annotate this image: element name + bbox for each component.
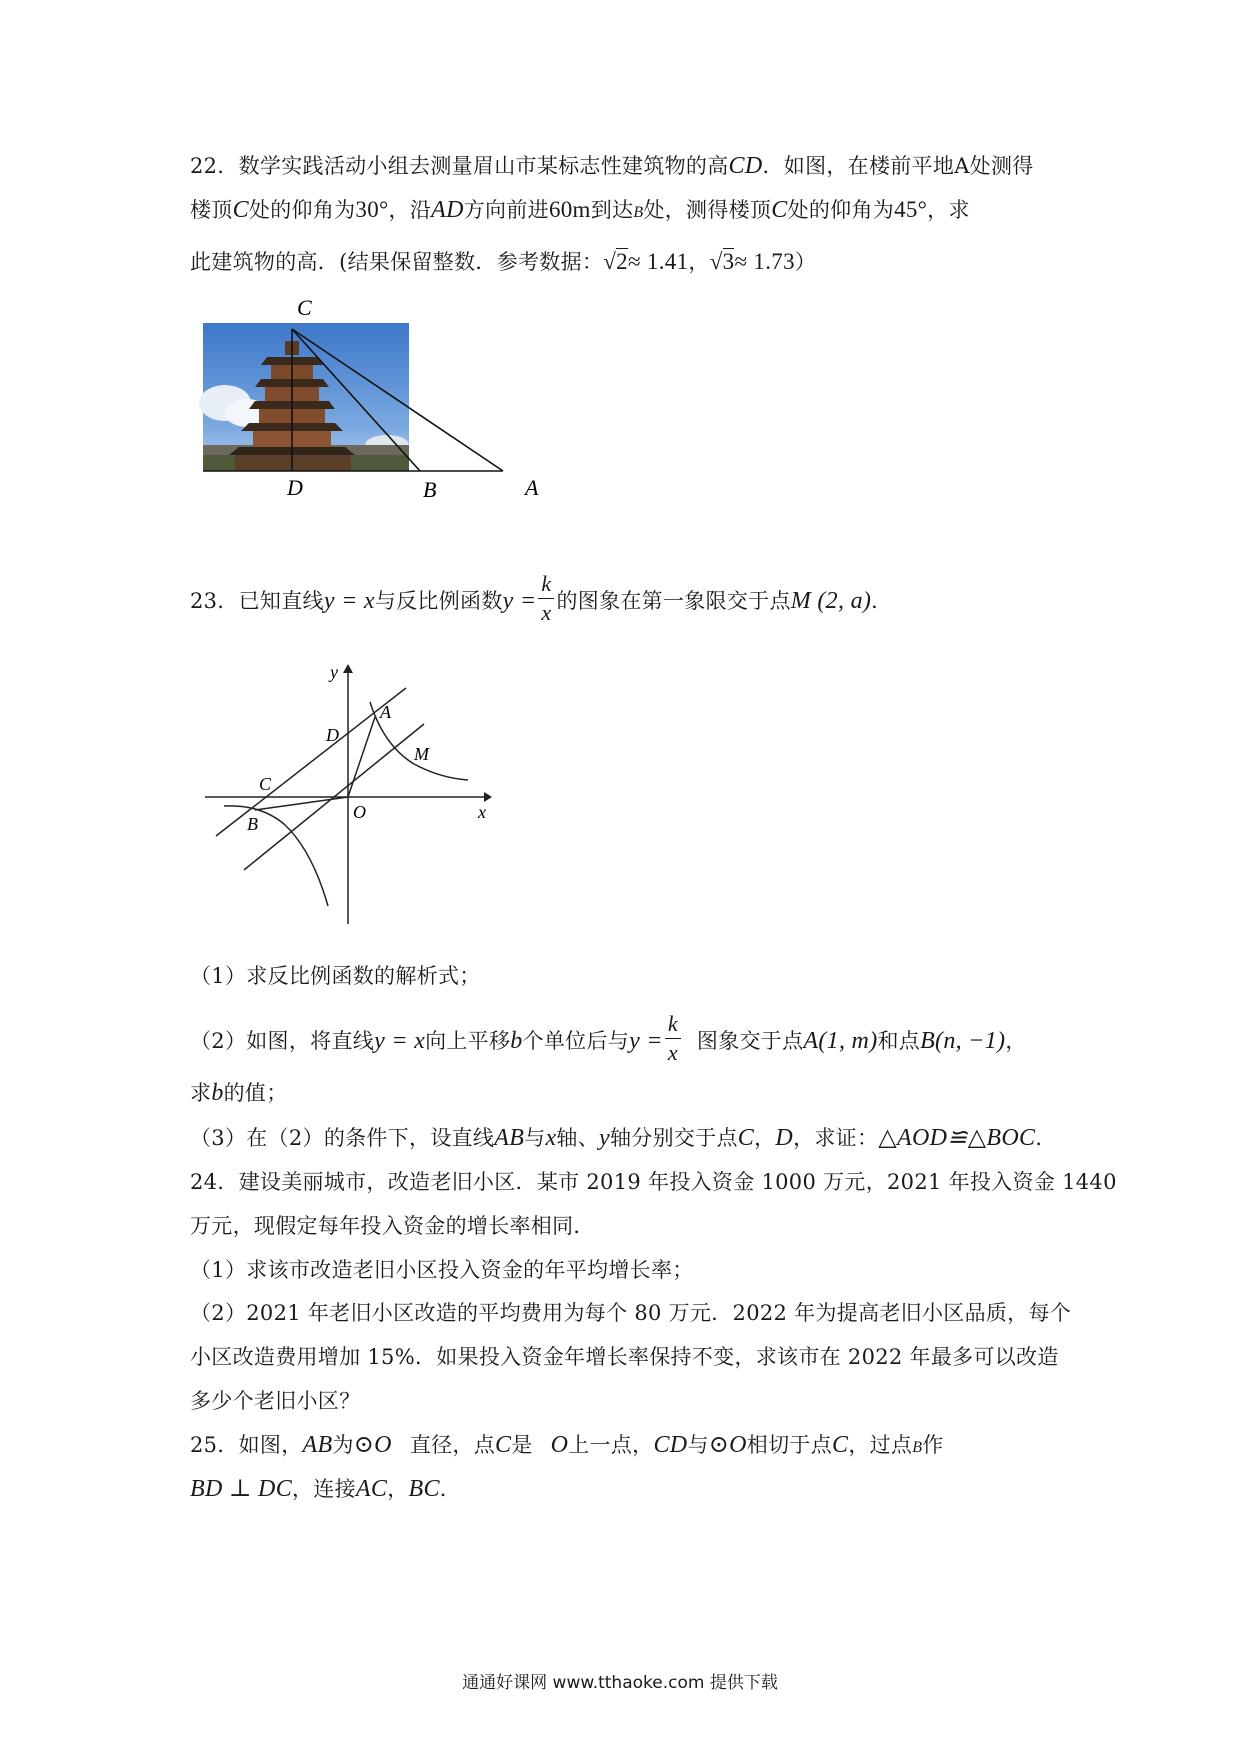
denominator: x [667, 1040, 678, 1065]
q23-part2-line2 [190, 1077, 288, 1107]
angle-45: 45° [894, 197, 928, 222]
math-d: D [775, 1125, 794, 1151]
math-b: b [510, 1028, 523, 1054]
q23-text: ． [871, 589, 893, 613]
circle-o: ⊙O [708, 1432, 747, 1458]
q24-part2-line2: 小区改造费用增加 15%．如果投入资金年增长率保持不变，求该市在 2022 年最多可以改造 [190, 1345, 1059, 1369]
q22-text: 处的仰角为 [787, 198, 895, 222]
label-b: B [247, 814, 258, 834]
q22-text: 楼顶 [190, 198, 233, 222]
q25-text: 上一点， [568, 1433, 654, 1457]
q23-text: 向上平移 [425, 1029, 511, 1053]
math-c: C [232, 197, 249, 223]
q25-text: ． [439, 1477, 462, 1501]
q25-text: 是 [511, 1433, 533, 1457]
segment-bo [255, 797, 348, 810]
math-ab: AB [494, 1125, 525, 1151]
math-ab: AB [302, 1432, 333, 1458]
segment-oa [348, 717, 375, 797]
q22-text: 处的仰角为 [248, 198, 356, 222]
q23-text: ，求证： [793, 1126, 879, 1150]
q22-figure [195, 295, 555, 515]
q25-text: ，连接 [292, 1477, 356, 1501]
axis-label-x: x [478, 802, 486, 822]
q22-text: ） [794, 250, 817, 274]
q22-line-3 [190, 246, 816, 276]
math-bc: BC [408, 1476, 440, 1502]
math-x: x [545, 1125, 557, 1151]
y-arrow-icon [343, 664, 353, 673]
q22-line-2 [190, 194, 970, 224]
denominator: x [541, 600, 552, 625]
q25-line-1 [190, 1429, 944, 1459]
angle-30: 30° [355, 197, 389, 222]
math-bd-perp-dc: BD ⊥ DC [190, 1476, 293, 1502]
math-c: C [832, 1432, 849, 1458]
math-cd: CD [653, 1432, 688, 1458]
label-b: B [423, 477, 437, 502]
fraction-k-over-x [665, 1010, 681, 1067]
q23-text: 的图象在第一象限交于点 [556, 589, 791, 613]
q23-text: 与 [524, 1126, 546, 1150]
x-arrow-icon [484, 792, 492, 802]
q23-text: 与反比例函数 [374, 589, 503, 613]
q22-text: 处测得 [969, 154, 1034, 178]
point-a: A(1, m) [803, 1028, 878, 1054]
q25-text: 直径，点 [409, 1433, 496, 1457]
q25-line-2 [190, 1473, 461, 1503]
math-b: b [211, 1080, 224, 1106]
label-d: D [326, 725, 339, 745]
q23-text: 23．已知直线 [190, 589, 324, 613]
math-b: B [912, 1439, 923, 1456]
q23-text: 的值； [223, 1081, 288, 1105]
q25-text: 为 [332, 1433, 354, 1457]
label-d: D [287, 475, 303, 500]
sqrt-symbol: √ [603, 249, 617, 274]
page-footer: 通通好课网 www.tthaoke.com 提供下载 [462, 1673, 778, 1693]
q23-part3 [190, 1122, 1057, 1152]
q25-text: ， [387, 1477, 409, 1501]
fraction-k-over-x [538, 570, 554, 627]
label-m: M [414, 744, 429, 764]
q23-text: ， [1005, 1029, 1027, 1053]
math-y-eq-x: y = x [323, 588, 375, 614]
math-y-eq: y = [629, 1028, 663, 1054]
q22-text: 此建筑物的高．(结果保留整数．参考数据： [190, 250, 604, 274]
q23-part2-line1 [190, 1011, 1027, 1071]
q23-text: （3）在（2）的条件下，设直线 [190, 1126, 495, 1150]
math-congruence: △AOD≌△BOC [878, 1125, 1036, 1151]
q24-line-2: 万元，现假定每年投入资金的增长率相同． [190, 1214, 595, 1238]
math-c: C [771, 197, 788, 223]
q25-text: ，过点 [848, 1433, 913, 1457]
unit-m: m [572, 197, 591, 222]
q25-text: 作 [922, 1433, 944, 1457]
sqrt-symbol: √ [709, 249, 723, 274]
q23-text: ． [1035, 1126, 1057, 1150]
q22-text: 22．数学实践活动小组去测量眉山市某标志性建筑物的高 [190, 154, 729, 178]
circle-o: ⊙O [353, 1432, 392, 1458]
point-m: M (2, a) [790, 588, 872, 614]
q23-text: 求 [190, 1081, 212, 1105]
hyperbola-q3 [224, 806, 328, 906]
math-cd: CD [728, 153, 763, 179]
math-y-eq: y = [502, 588, 537, 614]
math-c: C [737, 1125, 755, 1151]
point-a: A [954, 154, 970, 178]
q23-text: （2）如图，将直线 [190, 1029, 375, 1053]
math-ac: AC [355, 1476, 388, 1502]
q22-text: ，沿 [388, 198, 432, 222]
math-y-eq-x: y = x [374, 1028, 426, 1054]
q22-line-1 [190, 150, 1034, 180]
sqrt-3: 3 [722, 249, 735, 274]
q23-text: 个单位后与 [522, 1029, 630, 1053]
approx-value: ≈ 1.41 [627, 249, 689, 274]
point-b: B(n, −1) [920, 1028, 1006, 1054]
math-b: B [633, 204, 644, 221]
pagoda-photo [199, 323, 409, 471]
numerator: k [665, 1010, 681, 1039]
q24-line-1: 24．建设美丽城市，改造老旧小区．某市 2019 年投入资金 1000 万元，2021 年投入资金 1440 [190, 1170, 1117, 1194]
q23-text: 和点 [877, 1029, 921, 1053]
sqrt-2: 2 [616, 249, 628, 274]
label-a: A [525, 475, 539, 500]
approx-value: ≈ 1.73 [734, 249, 795, 274]
label-o: O [353, 802, 366, 822]
q24-part2-line1: （2）2021 年老旧小区改造的平均费用为每个 80 万元．2022 年为提高老旧小区品质，每个 [190, 1301, 1072, 1325]
circle-o: O [550, 1432, 569, 1458]
q23-text: 轴分别交于点 [609, 1126, 738, 1150]
label-c: C [259, 774, 272, 794]
numerator: k [538, 570, 554, 599]
q24-part2-line3: 多少个老旧小区？ [190, 1389, 361, 1413]
q23-text: ， [754, 1126, 776, 1150]
math-c: C [495, 1432, 512, 1458]
q23-part1: （1）求反比例函数的解析式； [190, 964, 481, 988]
label-c: C [297, 295, 312, 320]
q23-stem [190, 571, 893, 631]
q24-part1: （1）求该市改造老旧小区投入资金的年平均增长率； [190, 1258, 694, 1282]
q25-text: 相切于点 [746, 1433, 832, 1457]
q22-text: ， [688, 250, 710, 274]
q23-text: 图象交于点 [696, 1029, 804, 1053]
label-a: A [380, 702, 391, 722]
q22-text: ，求 [927, 198, 970, 222]
q22-text: 处，测得楼顶 [643, 198, 772, 222]
axis-label-y: y [330, 662, 338, 682]
q22-text: ．如图，在楼前平地 [762, 154, 955, 178]
math-y: y [599, 1125, 610, 1151]
math-ad: AD [431, 197, 464, 223]
q23-figure [200, 660, 500, 930]
q25-text: 与 [687, 1433, 709, 1457]
q23-text: 轴、 [556, 1126, 600, 1150]
q22-text: 方向前进 [463, 198, 549, 222]
q22-text: 到达 [590, 198, 634, 222]
distance-60: 60 [548, 197, 573, 222]
q25-text: 25．如图， [190, 1433, 303, 1457]
